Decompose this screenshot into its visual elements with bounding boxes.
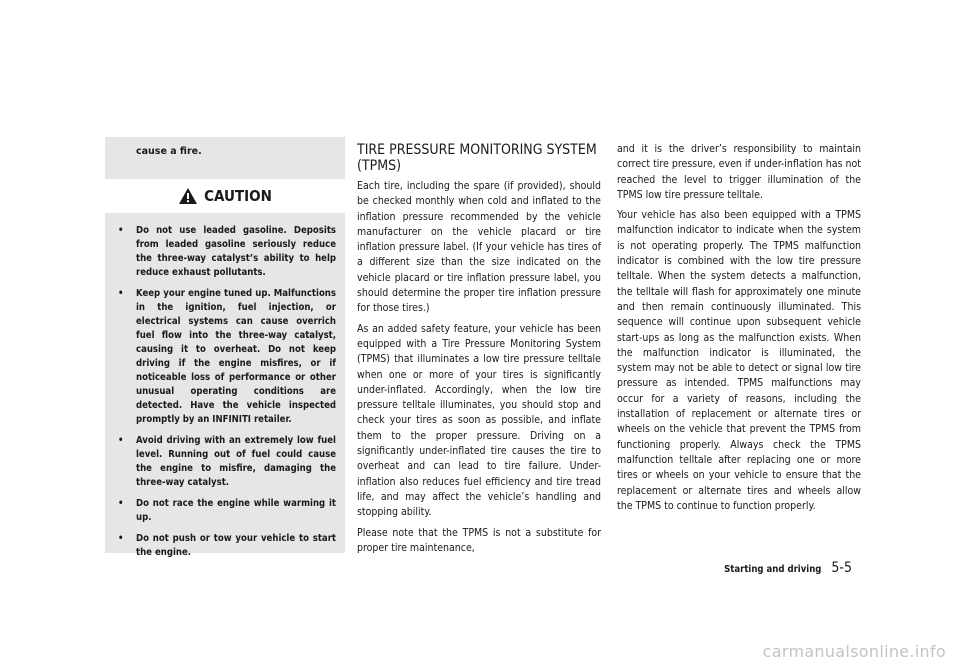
caution-item — [118, 434, 336, 490]
footer-section-title: Starting and driving — [724, 564, 822, 575]
warning-triangle-icon — [178, 187, 198, 205]
caution-item-text: Avoid driving with an extremely low fuel level. Running out of fuel could cause the engine to misfire, damaging the three-way catalyst. — [136, 435, 336, 488]
body-paragraph: and it is the driver’s responsibility to maintain correct tire pressure, even if under-inflation has not reached the level to trigger illumination of the TPMS low tire pressure telltale. — [617, 143, 861, 201]
caution-item — [118, 224, 336, 280]
caution-item — [118, 287, 336, 427]
bullet: • — [118, 225, 124, 236]
caution-item — [118, 497, 336, 525]
caution-item-text: Do not race the engine while warming it up. — [136, 498, 336, 523]
watermark: carmanualsonline.info — [762, 642, 946, 661]
bullet: • — [118, 498, 124, 509]
continued-text: cause a fire. — [136, 146, 202, 157]
body-paragraph: Each tire, including the spare (if provided), should be checked monthly when cold and inflated to the inflation pressure recommended by the vehicle manufacturer on the vehicle placard or tire inflation pressure label. (If your vehicle has tires of a different size than the size indicated on the vehicle placard or tire inflation pressure label, you should determine the proper tire inflation pressure for those tires.) — [357, 180, 601, 315]
page-footer — [724, 560, 852, 576]
caution-item-text: Keep your engine tuned up. Malfunctions in the ignition, fuel injection, or electrical systems can cause overrich fuel flow into the three-way catalyst, causing it to overheat. Do not keep driving if the engine misfires, or if noticeable loss of performance or other unusual operating conditions are detected. Have the vehicle inspected promptly by an INFINITI retailer. — [136, 288, 336, 425]
bullet: • — [118, 288, 124, 299]
tpms-column-middle — [357, 142, 601, 561]
caution-item — [118, 532, 336, 560]
caution-item-text: Do not use leaded gasoline. Deposits from leaded gasoline seriously reduce the three-way catalyst’s ability to help reduce exhaust pollutants. — [136, 225, 336, 278]
body-paragraph: Please note that the TPMS is not a substitute for proper tire maintenance, — [357, 526, 601, 554]
section-title: TIRE PRESSURE MONITORING SYSTEM (TPMS) — [357, 142, 597, 174]
tpms-column-right — [617, 142, 861, 519]
caution-header — [105, 179, 345, 213]
bullet: • — [118, 533, 124, 544]
caution-item-text: Do not push or tow your vehicle to start the engine. — [136, 533, 336, 558]
body-paragraph: As an added safety feature, your vehicle has been equipped with a Tire Pressure Monitoring System (TPMS) that illuminates a low tire pressure telltale when one or more of your tires is significantly under-inflated. Accordingly, when the low tire pressure telltale illuminates, you should stop and check your tires as soon as possible, and inflate them to the proper pressure. Driving on a significantly under-inflated tire causes the tire to overheat and can lead to tire failure. Under-inflation also reduces fuel efficiency and tire tread life, and may affect the vehicle’s handling and stopping ability. — [357, 322, 601, 519]
body-paragraph: Your vehicle has also been equipped with a TPMS malfunction indicator to indicate when the system is not operating properly. The TPMS malfunction indicator is combined with the low tire pressure telltale. When the system detects a malfunction, the telltale will flash for approximately one minute and then remain continuously illuminated. This sequence will continue upon subsequent vehicle start-ups as long as the malfunction exists. When the malfunction indicator is illuminated, the system may not be able to detect or signal low tire pressure as intended. TPMS malfunctions may occur for a variety of reasons, including the installation of replacement or alternate tires or wheels on the vehicle that prevent the TPMS from functioning properly. Always check the TPMS malfunction telltale after replacing one or more tires or wheels on your vehicle to ensure that the replacement or alternate tires and wheels allow the TPMS to continue to function properly. — [617, 209, 861, 512]
caution-heading: CAUTION — [204, 187, 272, 205]
bullet: • — [118, 435, 124, 446]
page-number: 5-5 — [831, 560, 852, 576]
caution-list — [118, 224, 336, 567]
